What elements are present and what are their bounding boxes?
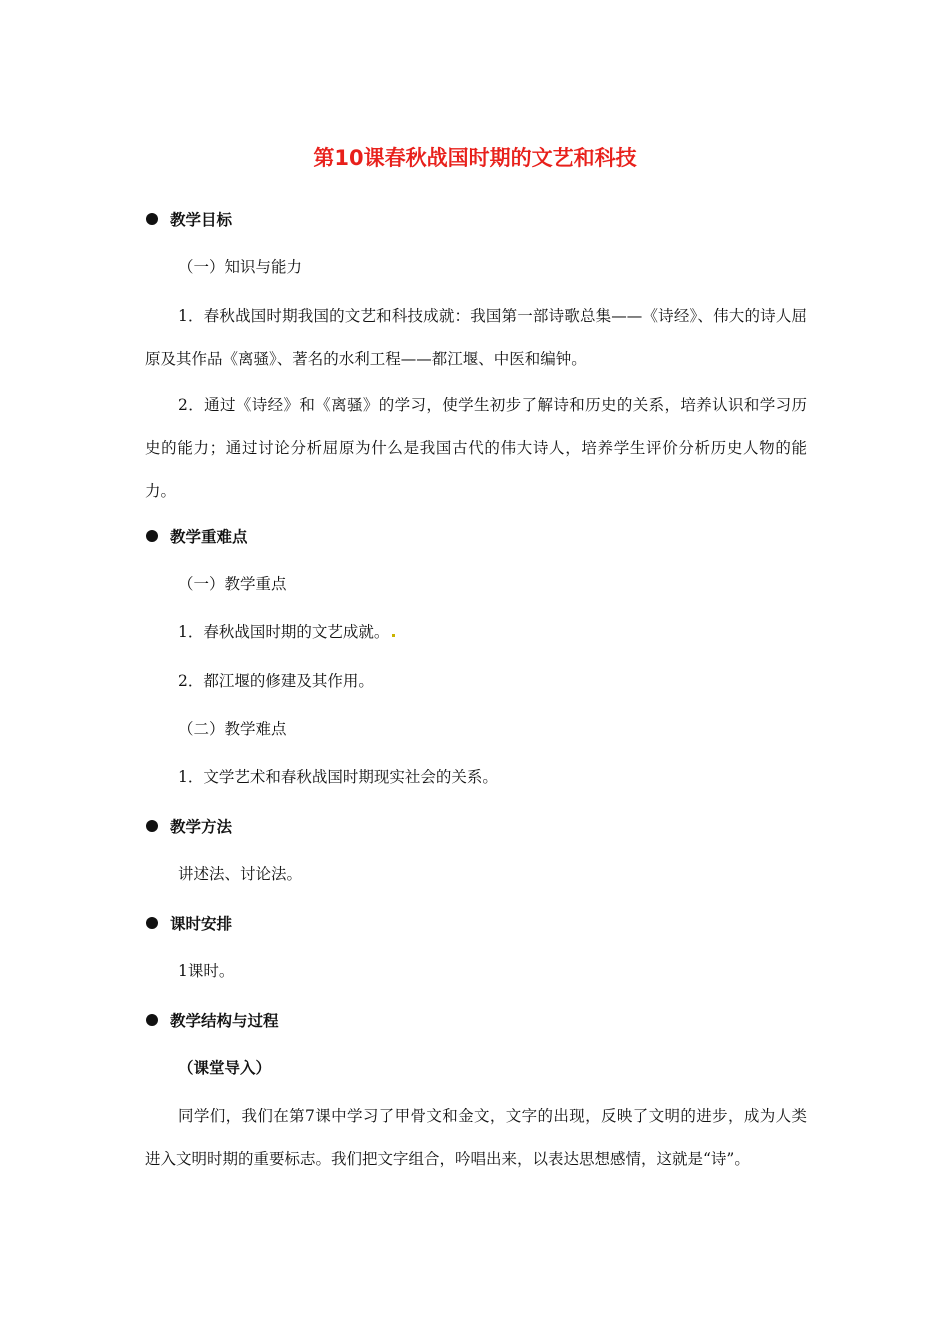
list-item-key-1: [178, 619, 395, 645]
stray-mark: [392, 634, 395, 637]
subheading-intro: （课堂导入）: [178, 1059, 272, 1077]
subheading-key: （一）教学重点: [178, 575, 287, 593]
section-heading-text: 教学方法: [170, 818, 233, 836]
list-item-key-2: 2．都江堰的修建及其作用。: [178, 672, 374, 690]
section-heading-text: 教学目标: [170, 211, 233, 229]
bullet-icon: [146, 213, 158, 225]
section-heading-method: [146, 813, 232, 839]
method-text: 讲述法、讨论法。: [178, 865, 303, 883]
list-item-difficulty-1: 1．文学艺术和春秋战国时期现实社会的关系。: [178, 768, 498, 786]
paragraph-intro: 同学们，我们在第7课中学习了甲骨文和金文，文字的出现，反映了文明的进步，成为人类进入文明时期的重要标志。我们把文字组合，吟唱出来，以表达思想感情，这就是“诗”。: [145, 1107, 807, 1168]
subheading-difficulty: （二）教学难点: [178, 720, 287, 738]
section-heading-text: 教学重难点: [170, 528, 248, 546]
page-title: 第10课春秋战国时期的文艺和科技: [313, 146, 637, 170]
bullet-icon: [146, 917, 158, 929]
section-heading-goals: [146, 206, 232, 232]
section-heading-schedule: [146, 910, 232, 936]
section-heading-text: 教学结构与过程: [170, 1012, 279, 1030]
section-heading-key-points: [146, 523, 248, 549]
bullet-icon: [146, 820, 158, 832]
paragraph-goal-1: 1．春秋战国时期我国的文艺和科技成就：我国第一部诗歌总集——《诗经》、伟大的诗人屈原及其作品《离骚》、著名的水利工程——都江堰、中医和编钟。: [145, 307, 807, 368]
bullet-icon: [146, 530, 158, 542]
section-heading-structure: [146, 1007, 279, 1033]
subheading-knowledge: （一）知识与能力: [178, 258, 303, 276]
section-heading-text: 课时安排: [170, 915, 233, 933]
list-item-text: 1．春秋战国时期的文艺成就。: [178, 623, 390, 641]
schedule-text: 1课时。: [178, 962, 235, 980]
paragraph-goal-2: 2．通过《诗经》和《离骚》的学习，使学生初步了解诗和历史的关系，培养认识和学习历史的能力；通过讨论分析屈原为什么是我国古代的伟大诗人，培养学生评价分析历史人物的能力。: [145, 396, 807, 500]
bullet-icon: [146, 1014, 158, 1026]
